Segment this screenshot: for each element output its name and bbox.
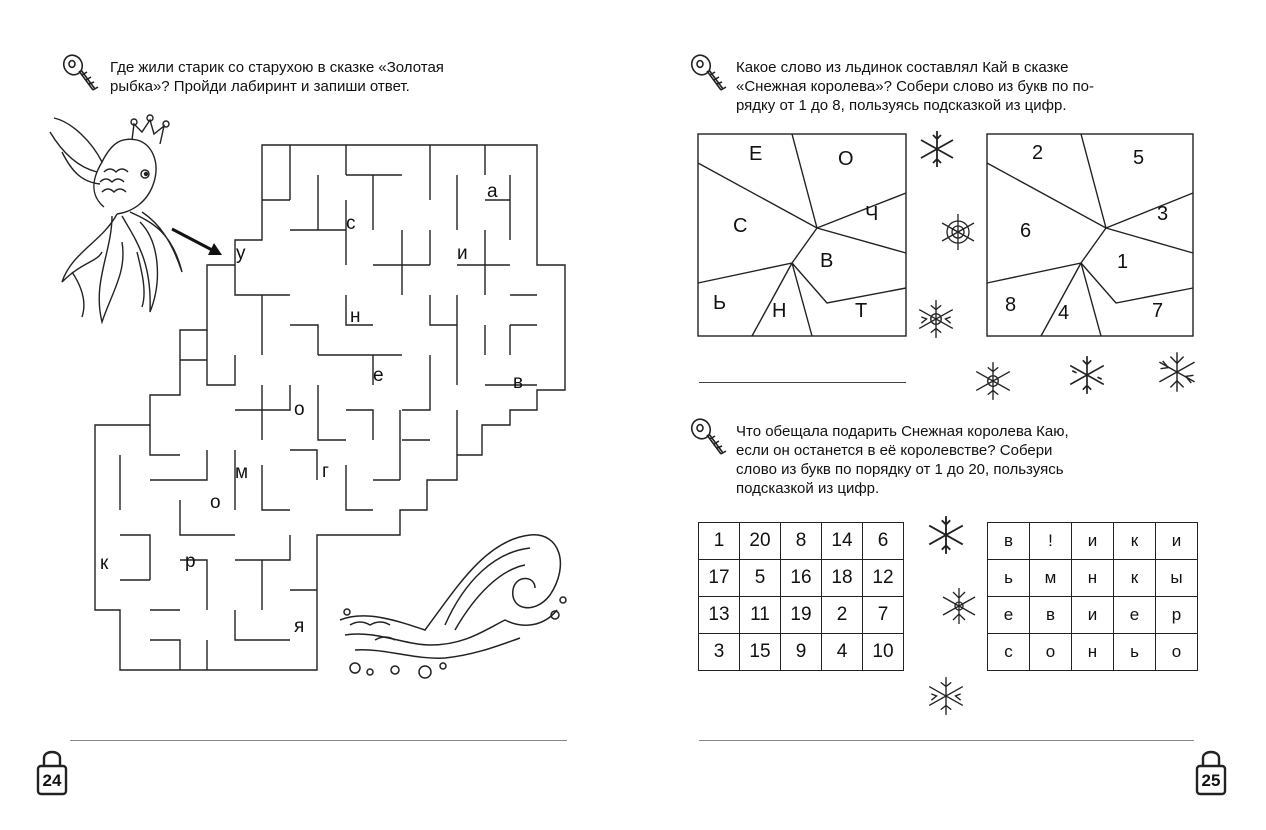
answer-line (699, 382, 906, 383)
grid-cell: к (1114, 560, 1156, 597)
snowflake-icon (925, 675, 967, 717)
snowflake-icon (972, 360, 1014, 402)
maze-letter: н (350, 306, 361, 327)
grid-cell: 16 (781, 560, 822, 597)
grid-cell: в (988, 523, 1030, 560)
maze-letter: я (294, 616, 305, 637)
table-row (988, 560, 1198, 597)
grid-cell: 2 (822, 597, 863, 634)
snowflake-icon (1066, 354, 1108, 396)
grid-cell: ! (1030, 523, 1072, 560)
ice-number: 6 (1020, 220, 1032, 242)
grid-cell: ь (1114, 634, 1156, 671)
grid-cell: 10 (863, 634, 904, 671)
footer-line (70, 740, 567, 741)
grid-cell: н (1072, 560, 1114, 597)
maze-letter: и (457, 243, 468, 264)
ice-letter: Ч (865, 203, 879, 225)
grid-cell: 3 (699, 634, 740, 671)
ice-letter: С (733, 215, 748, 237)
grid-cell: е (988, 597, 1030, 634)
snowflake-icon (917, 129, 957, 169)
footer-line (699, 740, 1194, 741)
grid-cell: и (1072, 523, 1114, 560)
grid-cell: 20 (740, 523, 781, 560)
ice-letter: В (820, 250, 834, 272)
maze-letter: г (322, 461, 329, 482)
maze-letter: у (236, 243, 246, 264)
key-icon (688, 52, 732, 102)
ice-puzzle-letters (697, 133, 909, 338)
ice-number: 2 (1032, 142, 1044, 164)
ice-number: 1 (1117, 251, 1129, 273)
grid-cell: 13 (699, 597, 740, 634)
grid-cell: 8 (781, 523, 822, 560)
maze-letter: в (513, 372, 524, 393)
maze-letter: о (294, 399, 305, 420)
ice-number: 4 (1058, 302, 1070, 324)
grid-cell: к (1114, 523, 1156, 560)
maze-letter: с (346, 213, 356, 234)
grid-cell: 14 (822, 523, 863, 560)
ice-number: 8 (1005, 294, 1017, 316)
snowflake-icon (915, 298, 957, 340)
ice-letter: Н (772, 300, 787, 322)
ice-word-task-text: Какое слово из льдинок составлял Кай в сказке «Снежная королева»? Собери слово из букв по по- рядку от 1 до 8, пользуясь подсказкой из цифр. (736, 59, 1094, 114)
ice-puzzle-numbers (986, 133, 1196, 338)
grid-cell: 18 (822, 560, 863, 597)
grid-cell: е (1114, 597, 1156, 634)
maze-letter: о (210, 492, 221, 513)
maze-task-text: Где жили старик со старухою в сказке «Золотая рыбка»? Пройди лабиринт и запиши ответ. (110, 59, 444, 95)
grid-cell: 9 (781, 634, 822, 671)
grid-cell: 15 (740, 634, 781, 671)
snowflake-icon (939, 586, 979, 626)
table-row (699, 560, 904, 597)
grid-cell: 6 (863, 523, 904, 560)
page-number-right: 25 (1201, 771, 1221, 790)
letter-grid (987, 522, 1198, 671)
grid-cell: 17 (699, 560, 740, 597)
grid-cell: 5 (740, 560, 781, 597)
grid-cell: 11 (740, 597, 781, 634)
grid-cell: о (1030, 634, 1072, 671)
ice-number: 3 (1157, 203, 1169, 225)
number-grid (698, 522, 904, 671)
maze-letter: р (185, 551, 196, 572)
snowflake-icon (938, 212, 978, 252)
maze-letter: м (235, 462, 249, 483)
snowflake-icon (1155, 350, 1199, 394)
maze-letter: а (487, 181, 498, 202)
table-row (699, 634, 904, 671)
table-row (988, 523, 1198, 560)
grid-cell: м (1030, 560, 1072, 597)
maze-letter: е (373, 365, 384, 386)
grid-cell: 4 (822, 634, 863, 671)
ice-letter: Ь (713, 292, 727, 314)
gift-task-text: Что обещала подарить Снежная королева Каю, если он останется в её королевстве? Собери слово из букв по порядку от 1 до 20, пользуясь подсказкой из цифр. (736, 423, 1069, 497)
ice-number: 7 (1152, 300, 1164, 322)
grid-cell: н (1072, 634, 1114, 671)
grid-cell: р (1156, 597, 1198, 634)
table-row (988, 634, 1198, 671)
snowflake-icon (925, 514, 967, 556)
grid-cell: 12 (863, 560, 904, 597)
ice-letter: Т (855, 300, 868, 322)
grid-cell: о (1156, 634, 1198, 671)
grid-cell: ь (988, 560, 1030, 597)
ice-number: 5 (1133, 147, 1145, 169)
grid-cell: ы (1156, 560, 1198, 597)
grid-cell: 7 (863, 597, 904, 634)
key-icon (688, 416, 732, 466)
table-row (699, 597, 904, 634)
key-icon (60, 52, 104, 102)
page-number-left: 24 (42, 771, 62, 790)
grid-cell: 19 (781, 597, 822, 634)
grid-cell: 1 (699, 523, 740, 560)
grid-cell: и (1072, 597, 1114, 634)
grid-cell: и (1156, 523, 1198, 560)
wave-illustration (335, 520, 570, 680)
ice-letter: О (838, 148, 854, 170)
table-row (699, 523, 904, 560)
table-row (988, 597, 1198, 634)
maze-letter: к (100, 553, 109, 574)
ice-letter: Е (749, 143, 763, 165)
grid-cell: в (1030, 597, 1072, 634)
grid-cell: с (988, 634, 1030, 671)
